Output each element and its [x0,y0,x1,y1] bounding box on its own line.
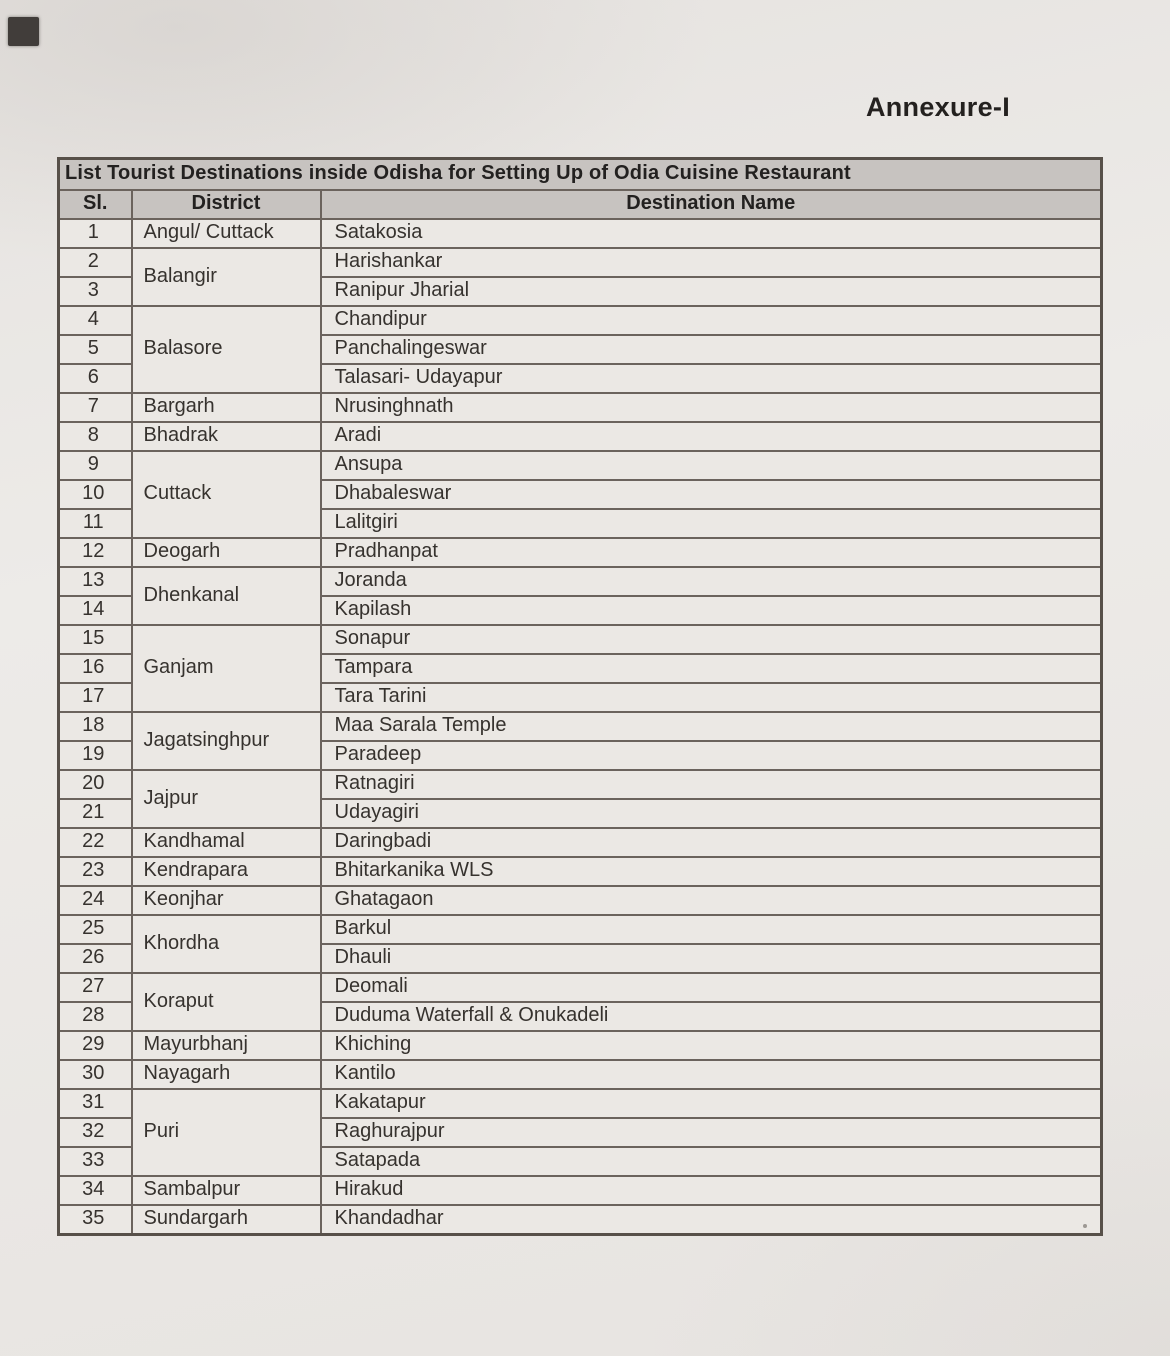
destination-cell: Kakatapur [321,1089,1102,1118]
destination-cell: Ghatagaon [321,886,1102,915]
district-cell: Keonjhar [132,886,321,915]
destination-cell: Satapada [321,1147,1102,1176]
sl-cell: 11 [59,509,132,538]
sl-cell: 23 [59,857,132,886]
table-title-row [59,159,1102,191]
sl-cell: 7 [59,393,132,422]
destination-cell: Bhitarkanika WLS [321,857,1102,886]
district-cell: Kandhamal [132,828,321,857]
table-row [59,712,1102,741]
destination-cell: Harishankar [321,248,1102,277]
destination-cell: Ansupa [321,451,1102,480]
destination-cell: Maa Sarala Temple [321,712,1102,741]
destination-cell: Daringbadi [321,828,1102,857]
table-row [59,973,1102,1002]
sl-cell: 3 [59,277,132,306]
district-cell: Jagatsinghpur [132,712,321,770]
table-title: List Tourist Destinations inside Odisha for Setting Up of Odia Cuisine Restaurant [59,159,1102,191]
sl-cell: 2 [59,248,132,277]
sl-cell: 18 [59,712,132,741]
destination-cell: Dhauli [321,944,1102,973]
destination-cell: Tara Tarini [321,683,1102,712]
sl-cell: 1 [59,219,132,248]
annexure-label: Annexure-I [865,92,1010,122]
destination-cell: Satakosia [321,219,1102,248]
district-cell: Cuttack [132,451,321,538]
table-row [59,567,1102,596]
destination-cell: Khiching [321,1031,1102,1060]
table-row [59,886,1102,915]
destination-cell: Aradi [321,422,1102,451]
scan-corner-artifact [8,17,39,46]
district-cell: Jajpur [132,770,321,828]
sl-cell: 33 [59,1147,132,1176]
table-row [59,248,1102,277]
sl-cell: 22 [59,828,132,857]
table-row [59,1205,1102,1234]
column-header-district: District [132,190,321,219]
table-row [59,770,1102,799]
destination-cell: Raghurajpur [321,1118,1102,1147]
destination-cell: Dhabaleswar [321,480,1102,509]
sl-cell: 14 [59,596,132,625]
column-header-destination: Destination Name [321,190,1102,219]
destination-cell: Khandadhar [321,1205,1102,1234]
table-row [59,915,1102,944]
sl-cell: 4 [59,306,132,335]
destination-cell: Udayagiri [321,799,1102,828]
destination-cell: Lalitgiri [321,509,1102,538]
table-row [59,306,1102,335]
district-cell: Sundargarh [132,1205,321,1234]
sl-cell: 13 [59,567,132,596]
sl-cell: 26 [59,944,132,973]
column-header-sl: Sl. [59,190,132,219]
district-cell: Bhadrak [132,422,321,451]
sl-cell: 21 [59,799,132,828]
district-cell: Dhenkanal [132,567,321,625]
sl-cell: 35 [59,1205,132,1234]
table-header-row [59,190,1102,219]
destination-cell: Deomali [321,973,1102,1002]
district-cell: Mayurbhanj [132,1031,321,1060]
destination-cell: Kantilo [321,1060,1102,1089]
destination-cell: Duduma Waterfall & Onukadeli [321,1002,1102,1031]
destination-cell: Paradeep [321,741,1102,770]
destinations-table [57,157,1103,1236]
sl-cell: 31 [59,1089,132,1118]
table-body [59,219,1102,1234]
district-cell: Balangir [132,248,321,306]
destination-cell: Panchalingeswar [321,335,1102,364]
district-cell: Ganjam [132,625,321,712]
destination-cell: Pradhanpat [321,538,1102,567]
sl-cell: 25 [59,915,132,944]
district-cell: Kendrapara [132,857,321,886]
sl-cell: 16 [59,654,132,683]
table-row [59,219,1102,248]
table-row [59,451,1102,480]
district-cell: Deogarh [132,538,321,567]
destination-cell: Talasari- Udayapur [321,364,1102,393]
district-cell: Balasore [132,306,321,393]
table-row [59,828,1102,857]
sl-cell: 29 [59,1031,132,1060]
sl-cell: 30 [59,1060,132,1089]
sl-cell: 10 [59,480,132,509]
table-row [59,422,1102,451]
sl-cell: 12 [59,538,132,567]
destination-cell: Chandipur [321,306,1102,335]
district-cell: Puri [132,1089,321,1176]
table-row [59,857,1102,886]
table-row [59,393,1102,422]
destination-cell: Ratnagiri [321,770,1102,799]
scan-speck [1083,1224,1087,1228]
destination-cell: Barkul [321,915,1102,944]
sl-cell: 5 [59,335,132,364]
destination-cell: Joranda [321,567,1102,596]
destination-cell: Tampara [321,654,1102,683]
sl-cell: 20 [59,770,132,799]
sl-cell: 34 [59,1176,132,1205]
table-row [59,625,1102,654]
sl-cell: 27 [59,973,132,1002]
district-cell: Sambalpur [132,1176,321,1205]
table-row [59,1089,1102,1118]
sl-cell: 24 [59,886,132,915]
sl-cell: 6 [59,364,132,393]
sl-cell: 28 [59,1002,132,1031]
district-cell: Khordha [132,915,321,973]
table-row [59,1031,1102,1060]
destination-cell: Kapilash [321,596,1102,625]
district-cell: Angul/ Cuttack [132,219,321,248]
destination-cell: Ranipur Jharial [321,277,1102,306]
sl-cell: 17 [59,683,132,712]
sl-cell: 32 [59,1118,132,1147]
destination-cell: Sonapur [321,625,1102,654]
district-cell: Nayagarh [132,1060,321,1089]
table-row [59,1060,1102,1089]
district-cell: Bargarh [132,393,321,422]
district-cell: Koraput [132,973,321,1031]
table-row [59,1176,1102,1205]
sl-cell: 15 [59,625,132,654]
destination-cell: Hirakud [321,1176,1102,1205]
sl-cell: 9 [59,451,132,480]
destination-cell: Nrusinghnath [321,393,1102,422]
sl-cell: 8 [59,422,132,451]
table-row [59,538,1102,567]
sl-cell: 19 [59,741,132,770]
